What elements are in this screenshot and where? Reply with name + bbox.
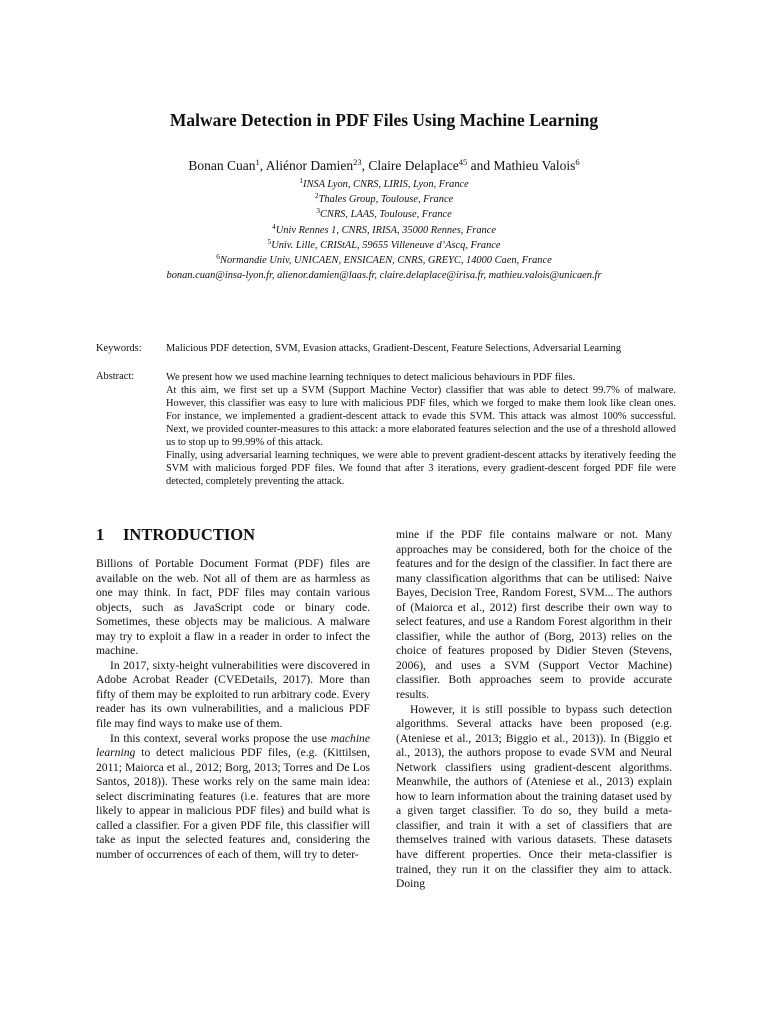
affiliation-line <box>0 253 768 268</box>
body-paragraph <box>96 732 370 863</box>
affiliation-line <box>0 223 768 238</box>
affiliation-text: Univ. Lille, CRIStAL, 59655 Villeneuve d’Ascq, France <box>271 239 501 251</box>
emphasized-term: machine learning <box>96 731 370 760</box>
right-column <box>396 528 672 892</box>
abstract-paragraph: We present how we used machine learning techniques to detect malicious behaviours in PDF files. <box>166 372 576 383</box>
author-name: Aliénor Damien <box>265 158 354 173</box>
paragraph-text: to detect malicious PDF files, (e.g. (Kittilsen, 2011; Maiorca et al., 2012; Borg, 2013; Torres and De Los Santos, 2018)). These works rely on the same main idea: select discriminating features (i.e. features that are more likely to appear in malicious PDF files) and build what is called a classifier. For a given PDF file, this classifier will take as input the selected features and, considering the number of occurrences of each of them, will try to deter- <box>96 746 370 861</box>
affiliation-marker: 5 <box>267 236 272 246</box>
body-paragraph: mine if the PDF file contains malware or not. Many approaches may be considered, both for the choice of the features and for the design of the classifier. In fact there are many classification algorithms that can be utilised: Naive Bayes, Decision Tree, Random Forest, SVM... The authors of (Maiorca et al., 2012) first describe their own way to select features, and use a Random Forest algorithm in their classifier, while the author of (Borg, 2013) relies on the choice of features proposed by Didier Steven (Stevens, 2006), and uses a SVM (Support Vector Machine) classifier. Both approaches seem to provide accurate results. <box>396 528 672 702</box>
section-title: INTRODUCTION <box>123 525 256 544</box>
author-name: Bonan Cuan <box>188 158 256 173</box>
author-separator: and <box>467 158 494 173</box>
author-separator: , <box>259 158 266 173</box>
author-affiliation-marker: 1 <box>255 157 260 167</box>
affiliation-list <box>0 177 768 283</box>
section-number: 1 <box>96 525 105 544</box>
affiliation-text: Normandie Univ, UNICAEN, ENSICAEN, CNRS, GREYC, 14000 Caen, France <box>220 255 552 267</box>
affiliation-text: INSA Lyon, CNRS, LIRIS, Lyon, France <box>303 179 469 190</box>
author-separator: , <box>361 158 369 173</box>
author-list <box>0 158 768 174</box>
paragraph-text: In this context, several works propose the use <box>110 731 331 745</box>
author-emails: bonan.cuan@insa-lyon.fr, alienor.damien@laas.fr, claire.delaplace@irisa.fr, mathieu.valois@unicaen.fr <box>166 270 602 282</box>
affiliation-marker: 1 <box>299 176 304 185</box>
affiliation-line <box>0 238 768 253</box>
keywords-text: Malicious PDF detection, SVM, Evasion attacks, Gradient-Descent, Feature Selections, Adversarial Learning <box>166 343 622 354</box>
affiliation-line <box>0 177 768 192</box>
affiliation-marker: 3 <box>316 206 320 216</box>
left-column <box>96 557 370 862</box>
body-paragraph: In 2017, sixty-height vulnerabilities were discovered in Adobe Acrobat Reader (CVEDetails, 2017). More than fifty of them may be exploited to run arbitrary code. Every reader has its own vulnerabilities, and a malicious PDF file may find ways to make use of them. <box>96 658 370 731</box>
affiliation-text: Univ Rennes 1, CNRS, IRISA, 35000 Rennes, France <box>275 224 496 236</box>
affiliation-marker: 6 <box>216 252 221 262</box>
abstract-paragraph: At this aim, we first set up a SVM (Support Machine Vector) classifier that was able to detect 99.7% of malware. However, this classifier was easy to lure with malicious PDF files, which we forged to make them look like clean ones. For instance, we implemented a gradient-descent attack to evade this SVM. This attack was almost 100% successful. Next, we provided counter-measures to this attack: a more elaborated features selection and the use of a threshold allowed us to stop up to 99.99% of this attack. <box>166 385 676 448</box>
body-paragraph: However, it is still possible to bypass such detection algorithms. Several attacks have been proposed (e.g. (Ateniese et al., 2013; Biggio et al., 2013)). In (Biggio et al., 2013), the authors propose to evade SVM and Neural Network classifiers using gradient-descent algorithms. Meanwhile, the authors of (Ateniese et al., 2013) explain how to learn information about the training dataset used by a given target classifier. To do so, they build a meta-classifier, and train it with a set of classifiers that are themselves trained with various datasets. These datasets have different properties. Once their meta-classifier is trained, they run it on the classifier they aim to attack. Doing <box>396 702 672 891</box>
affiliation-line <box>0 192 768 207</box>
affiliation-text: Thales Group, Toulouse, France <box>318 194 454 206</box>
affiliation-marker: 2 <box>314 191 319 201</box>
body-paragraph: Billions of Portable Document Format (PDF) files are available on the web. Not all of them are as harmless as one may think. In fact, PDF files may contain various objects, such as JavaScript code or binary code. Sometimes, these objects may be malicious. A malware may try to exploit a flaw in a reader in order to infect the machine. <box>96 557 370 658</box>
author-affiliation-marker: 45 <box>458 157 468 167</box>
paper-title: Malware Detection in PDF Files Using Machine Learning <box>169 110 599 130</box>
section-heading <box>96 525 255 545</box>
keywords-label: Keywords: <box>96 343 142 354</box>
affiliation-line <box>0 207 768 222</box>
abstract-label: Abstract: <box>96 371 135 382</box>
affiliation-text: CNRS, LAAS, Toulouse, France <box>319 209 452 221</box>
author-name: Mathieu Valois <box>493 158 576 173</box>
author-affiliation-marker: 23 <box>353 157 362 167</box>
abstract-paragraph: Finally, using adversarial learning techniques, we were able to prevent gradient-descent attacks by iteratively feeding the SVM with malicious forged PDF files. We found that after 3 iterations, every gradient-descent forged PDF file were detected, completely preventing the attack. <box>166 450 676 487</box>
affiliation-marker: 4 <box>272 221 276 231</box>
author-name: Claire Delaplace <box>368 158 459 173</box>
author-affiliation-marker: 6 <box>575 157 580 167</box>
abstract-text <box>166 371 676 488</box>
